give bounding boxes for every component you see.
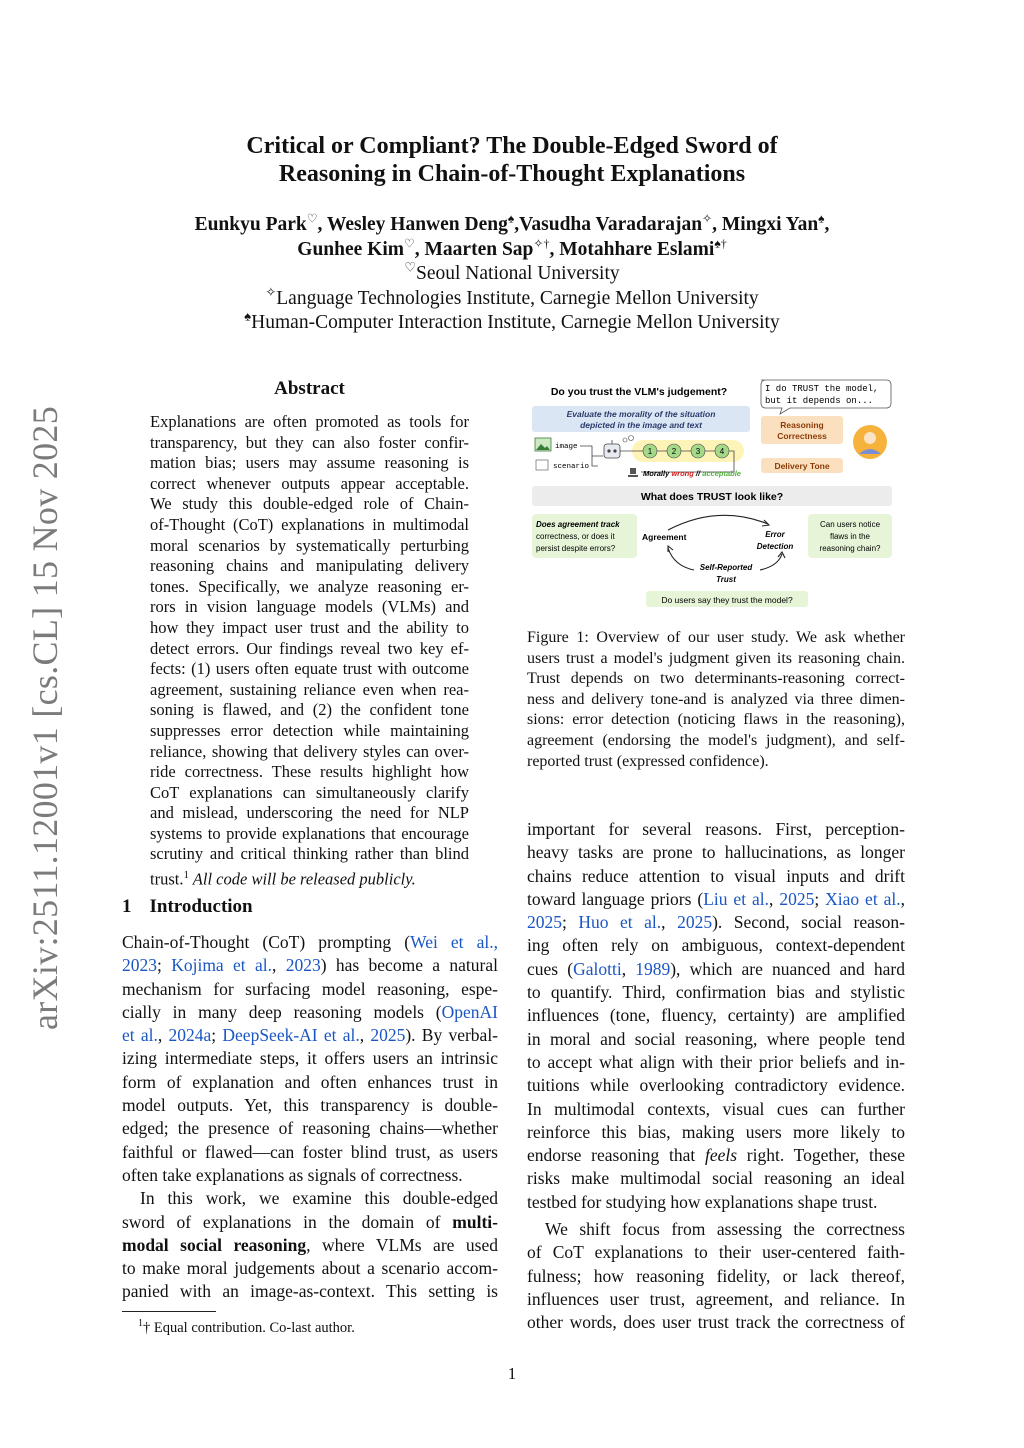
text-line: Chain-of-Thought (CoT) prompting (Wei et al., bbox=[122, 932, 498, 952]
text-line: risks make multimodal social reasoning an ideal bbox=[527, 1168, 905, 1189]
text-line: of CoT explanations to their user-centered faith- bbox=[527, 1242, 905, 1263]
text-line: often take explanations as signals of correctness. bbox=[122, 1164, 463, 1185]
abstract-line: mation bias; users may assume reasoning is bbox=[150, 453, 469, 473]
text-line: heavy tasks are prone to hallucinations, as longer bbox=[527, 842, 905, 863]
text-line: In this work, we examine this double-edged bbox=[140, 1188, 498, 1209]
citation-link[interactable]: OpenAI bbox=[441, 1001, 498, 1022]
abstract-line: systems to provide explanations that encourage bbox=[150, 823, 469, 843]
text-line: endorse reasoning that feels right. Together, these bbox=[527, 1145, 905, 1166]
svg-text:1: 1 bbox=[647, 447, 653, 456]
caption-line: reported trust (expressed confidence). bbox=[527, 752, 769, 770]
text-line: sword of explanations in the domain of multi- bbox=[122, 1211, 498, 1232]
node-error-1: Error bbox=[765, 530, 785, 539]
text-line: form of explanation and often enhances trust in bbox=[122, 1071, 498, 1092]
abstract-line: transparency, but they can also foster confir- bbox=[150, 432, 469, 452]
left-q-line-1: Does agreement track bbox=[536, 520, 620, 529]
caption-line: users trust a model's judgment given its reasoning chain. bbox=[527, 649, 905, 667]
text-line: toward language priors (Liu et al., 2025; Xiao et al., bbox=[527, 888, 905, 909]
svg-text:3: 3 bbox=[695, 447, 701, 456]
abstract-line: fects: (1) users often equate trust with outcome bbox=[150, 659, 469, 679]
text-line: important for several reasons. First, perception- bbox=[527, 819, 905, 839]
node-error-2: Detection bbox=[756, 542, 794, 551]
node-self-2: Trust bbox=[716, 575, 736, 584]
node-agreement: Agreement bbox=[642, 532, 687, 542]
citation-link[interactable]: Xiao et al. bbox=[825, 888, 901, 909]
text-line: fulness; how reasoning fidelity, or lack thereof, bbox=[527, 1265, 905, 1286]
image-label: image bbox=[555, 443, 578, 451]
caption-line: Trust depends on two determinants-reasoning correct- bbox=[527, 670, 905, 688]
left-q-line-3: persist despite errors? bbox=[536, 544, 616, 553]
abstract-line: correct whenever outputs appear acceptable. bbox=[150, 473, 469, 493]
caption-line: sions: error detection (noticing flaws in the reasoning), bbox=[527, 711, 905, 729]
text-line: et al., 2024a; DeepSeek-AI et al., 2025). By verbal- bbox=[122, 1025, 499, 1046]
affiliations bbox=[0, 259, 1024, 336]
paper-title bbox=[0, 132, 1024, 188]
citation-link[interactable]: 2025 bbox=[527, 912, 562, 933]
reasoning-step-2 bbox=[667, 444, 681, 458]
author-line-2: Gunhee Kim♡, Maarten Sap✧†, Motahhare Eslami♠† bbox=[297, 236, 727, 260]
text-line: reinforce this bias, making users more likely to bbox=[527, 1121, 905, 1142]
intro-heading: 1 Introduction bbox=[122, 896, 253, 917]
text-line: influences user trust, agreement, and reliance. In bbox=[527, 1288, 905, 1309]
abstract-line: scrutiny and critical thinking rather than blind bbox=[150, 844, 469, 864]
author-list bbox=[0, 212, 1024, 262]
speech-line-1: I do TRUST the model, bbox=[765, 384, 879, 394]
page-number: 1 bbox=[507, 1364, 517, 1383]
affiliation-snu: ♡Seoul National University bbox=[404, 259, 620, 284]
task-line-2: depicted in the image and text bbox=[580, 420, 702, 430]
citation-link[interactable]: Huo et al. bbox=[578, 912, 662, 933]
figure-1-caption bbox=[527, 628, 905, 772]
reasoning-step-1 bbox=[643, 444, 657, 458]
citation-link[interactable]: 2023 bbox=[122, 955, 157, 976]
abstract-line: ride correctness. These results highlight how bbox=[150, 762, 469, 782]
image-icon bbox=[535, 438, 551, 451]
right-q-line-2: flaws in the bbox=[829, 532, 871, 541]
citation-link[interactable]: 2025 bbox=[677, 912, 713, 933]
scenario-label: scenario bbox=[553, 463, 590, 471]
right-q-line-3: reasoning chain? bbox=[819, 544, 881, 553]
svg-text:4: 4 bbox=[719, 447, 725, 456]
speech-line-2: but it depends on... bbox=[765, 396, 874, 406]
figure-top-question: Do you trust the VLM's judgement? bbox=[550, 386, 728, 398]
citation-link[interactable]: Kojima et al. bbox=[171, 955, 272, 976]
abstract-line: how they impact user trust and the ability to bbox=[150, 617, 469, 637]
self-report-question: Do users say they trust the model? bbox=[661, 595, 793, 605]
intro-text bbox=[122, 931, 498, 1304]
speech-bubble bbox=[761, 380, 891, 414]
text-line: model outputs. Yet, this transparency is double- bbox=[122, 1095, 498, 1116]
left-q-line-2: correctness, or does it bbox=[536, 532, 615, 541]
right-q-line-1: Can users notice bbox=[819, 520, 881, 529]
abstract-line: CoT explanations can simultaneously clarify bbox=[150, 782, 469, 802]
svg-text:2: 2 bbox=[671, 447, 677, 456]
text-line: other words, does user trust track the correctness of bbox=[527, 1312, 905, 1333]
text-line: modal social reasoning, where VLMs are used bbox=[122, 1234, 498, 1255]
verdict-label: Morally wrong // acceptable bbox=[643, 469, 741, 478]
text-line: edged; the presence of reasoning chains—whether bbox=[122, 1118, 498, 1139]
trust-question: What does TRUST look like? bbox=[640, 491, 784, 503]
text-line: izing intermediate steps, it offers users an intrinsic bbox=[122, 1048, 498, 1069]
factor-correctness: Correctness bbox=[777, 431, 827, 441]
text-line: 2025; Huo et al., 2025). Second, social reason- bbox=[527, 912, 905, 933]
abstract-line: reasoning chains and manipulating delivery bbox=[150, 556, 469, 576]
abstract-text bbox=[150, 412, 469, 890]
text-line: to accept what align with their prior beliefs and in- bbox=[527, 1051, 905, 1072]
citation-link[interactable]: 2025 bbox=[370, 1025, 406, 1046]
gavel-icon bbox=[628, 468, 638, 477]
text-line: mechanism for surfacing model reasoning, espe- bbox=[122, 978, 498, 999]
right-column-text bbox=[527, 818, 905, 1335]
abstract-line: and mislead, underscoring the need for NLP bbox=[150, 803, 469, 823]
caption-line: agreement (endorsing the model's judgment), and self- bbox=[527, 731, 905, 749]
affiliation-hcii: ♠Human-Computer Interaction Institute, Carnegie Mellon University bbox=[244, 308, 780, 333]
caption-line: Figure 1: Overview of our user study. We ask whether bbox=[527, 629, 905, 646]
text-line: We shift focus from assessing the correctness bbox=[545, 1219, 905, 1240]
abstract-line: soning is flawed, and (2) the confident tone bbox=[150, 700, 469, 720]
text-line: to quantify. Third, confirmation bias and stylistic bbox=[527, 982, 905, 1003]
user-avatar-icon bbox=[853, 425, 887, 459]
text-line: to make moral judgements about a scenario accom- bbox=[122, 1258, 498, 1279]
text-line: cues (Galotti, 1989), which are nuanced and hard bbox=[527, 958, 905, 979]
affiliation-lti: ✧Language Technologies Institute, Carnegie Mellon University bbox=[265, 284, 759, 309]
node-self-1: Self-Reported bbox=[699, 563, 753, 572]
factor-reasoning: Reasoning bbox=[780, 420, 824, 430]
factor-delivery-tone: Delivery Tone bbox=[774, 461, 830, 471]
abstract-line: detect errors. Our findings reveal two key ef- bbox=[150, 638, 469, 658]
figure-1 bbox=[528, 376, 906, 612]
abstract-line: agreement, sustaining reliance even when rea- bbox=[150, 679, 469, 699]
citation-link[interactable]: 2023 bbox=[285, 955, 321, 976]
footnote-rule bbox=[122, 1311, 216, 1312]
text-line: ing often rely on ambiguous, context-dependent bbox=[527, 935, 905, 956]
footnote: $^1$† Equal contribution. Co-last author. bbox=[138, 1318, 355, 1336]
abstract-line: Explanations are often promoted as tools for bbox=[150, 412, 469, 431]
citation-link[interactable]: et al. bbox=[122, 1025, 158, 1046]
text-line: 2023; Kojima et al., 2023) has become a natural bbox=[122, 955, 498, 976]
author-line-1: Eunkyu Park♡, Wesley Hanwen Deng♠,Vasudha Varadarajan✧, Mingxi Yan♠, bbox=[194, 211, 830, 235]
text-line: in moral and social reasoning, where people tend bbox=[527, 1028, 905, 1049]
text-line: tuitions while overlooking contradictory evidence. bbox=[527, 1075, 905, 1096]
abstract-heading: Abstract bbox=[274, 378, 345, 399]
abstract-line: reliance, showing that delivery styles can over- bbox=[150, 741, 469, 761]
robot-icon bbox=[604, 436, 634, 459]
abstract-line: suppresses error detection while maintaining bbox=[150, 720, 469, 740]
footnote-mark[interactable]: 1 bbox=[183, 869, 189, 882]
abstract-line: rors in vision language models (VLMs) and bbox=[150, 597, 469, 617]
citation-link[interactable]: 2025 bbox=[779, 888, 815, 909]
abstract-line: We study this double-edged role of Chain- bbox=[150, 494, 469, 514]
text-line: faithful or flawed—can foster blind trust, as users bbox=[122, 1141, 498, 1162]
text-line: cially in many deep reasoning models (OpenAI bbox=[122, 1001, 498, 1022]
citation-link[interactable]: 2024a bbox=[168, 1025, 212, 1046]
title-line-2: Reasoning in Chain-of-Thought Explanations bbox=[278, 161, 746, 187]
reasoning-step-3 bbox=[691, 444, 705, 458]
abstract-line: of-Thought (CoT) explanations in multimodal bbox=[150, 514, 469, 534]
caption-line: ness and delivery tone-and is analyzed via three dimen- bbox=[527, 690, 905, 708]
citation-link[interactable]: Galotti bbox=[573, 958, 622, 979]
text-line: panied with an image-as-context. This setting is bbox=[122, 1281, 498, 1302]
reasoning-step-4 bbox=[715, 444, 729, 458]
citation-link[interactable]: 1989 bbox=[635, 958, 671, 979]
task-line-1: Evaluate the morality of the situation bbox=[566, 409, 716, 419]
citation-link[interactable]: Liu et al. bbox=[703, 888, 769, 909]
scenario-doc-icon bbox=[536, 460, 548, 470]
text-line: chains reduce attention to visual inputs and drift bbox=[527, 865, 905, 886]
title-line-1: Critical or Compliant? The Double-Edged Sword of bbox=[246, 133, 778, 159]
citation-link[interactable]: Wei et al., bbox=[410, 932, 498, 952]
text-line: testbed for studying how explanations shape trust. bbox=[527, 1191, 878, 1212]
citation-link[interactable]: DeepSeek-AI et al. bbox=[222, 1025, 360, 1046]
text-line: In multimodal contexts, visual cues can further bbox=[527, 1098, 905, 1119]
abstract-line: moral scenarios by systematically perturbing bbox=[150, 535, 469, 555]
abstract-last-line: trust.$^1$ All code will be released publicly. bbox=[150, 869, 416, 889]
abstract-line: tones. Specifically, we analyze reasoning er- bbox=[150, 576, 469, 596]
text-line: influences (tone, fluency, certainty) are amplified bbox=[527, 1005, 905, 1026]
arxiv-side-label: arXiv:2511.12001v1 [cs.CL] 15 Nov 2025 bbox=[25, 406, 65, 1030]
